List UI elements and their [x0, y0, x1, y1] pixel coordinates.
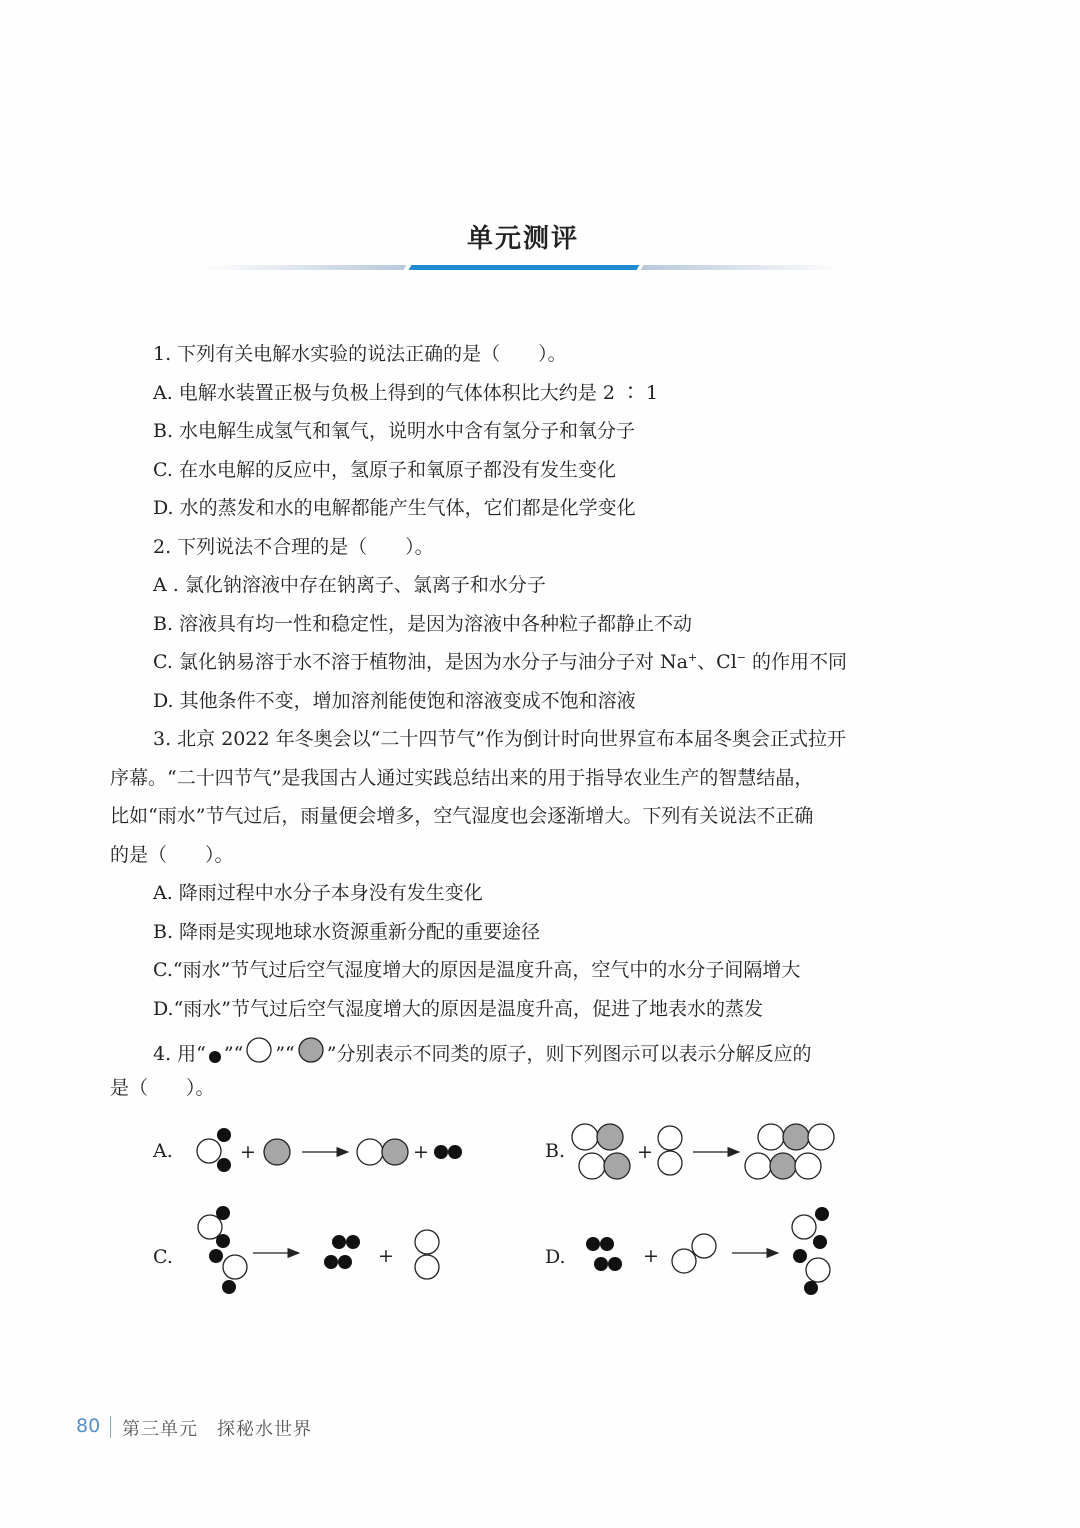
- q3-option-c: C.“雨水”节气过后空气湿度增大的原因是温度升高，空气中的水分子间隔增大: [153, 959, 801, 981]
- option-a-label: A.: [153, 1140, 173, 1162]
- footer-unit-title: 第三单元 探秘水世界: [122, 1419, 312, 1440]
- q3-option-b: B. 降雨是实现地球水资源重新分配的重要途径: [153, 921, 541, 943]
- q2-c-sup-plus: +: [687, 651, 698, 664]
- option-b-plus: +: [637, 1141, 653, 1163]
- q2-c-text-pre: C. 氯化钠易溶于水不溶于植物油，是因为水分子与油分子对 Na: [153, 651, 688, 673]
- q1-option-a: A. 电解水装置正极与负极上得到的气体体积比大约是 2 ∶ 1: [153, 382, 659, 404]
- page-number: 80: [76, 1415, 101, 1437]
- q3-option-a: A. 降雨过程中水分子本身没有发生变化: [153, 882, 483, 904]
- q2-c-text-post: 的作用不同: [746, 651, 848, 673]
- q4-text-b: ”“: [223, 1043, 244, 1065]
- q1-option-c: C. 在水电解的反应中，氢原子和氧原子都没有发生变化: [153, 459, 616, 481]
- option-d-diagram: [586, 1207, 830, 1295]
- option-a-plus-2: +: [413, 1141, 429, 1163]
- q3-stem-line1: 3. 北京 2022 年冬奥会以“二十四节气”作为倒计时向世界宣布本届冬奥会正式拉开: [153, 728, 847, 750]
- q2-c-text-mid: 、Cl: [697, 651, 737, 673]
- q2-option-d: D. 其他条件不变，增加溶剂能使饱和溶液变成不饱和溶液: [153, 690, 636, 712]
- option-c-label: C.: [153, 1246, 173, 1268]
- q2-c-sup-minus: −: [736, 651, 746, 664]
- footer-divider: [110, 1416, 111, 1438]
- option-d-plus: +: [643, 1245, 659, 1267]
- q1-option-d: D. 水的蒸发和水的电解都能产生气体，它们都是化学变化: [153, 497, 636, 519]
- q4-text-d: ”分别表示不同类的原子，则下列图示可以表示分解反应的: [326, 1043, 812, 1065]
- q2-option-b: B. 溶液具有均一性和稳定性，是因为溶液中各种粒子都静止不动: [153, 613, 693, 635]
- option-a-plus: +: [240, 1141, 256, 1163]
- q3-stem-line4: 的是（ ）。: [110, 844, 234, 866]
- q2-option-a: A . 氯化钠溶液中存在钠离子、氯离子和水分子: [153, 574, 546, 596]
- q4-text-c: ”“: [275, 1043, 295, 1065]
- page-title: 单元测评: [466, 224, 579, 254]
- q3-stem-line2: 序幕。“二十四节气”是我国古人通过实践总结出来的用于指导农业生产的智慧结晶，: [110, 767, 814, 789]
- option-b-label: B.: [545, 1140, 566, 1162]
- q3-stem-line3: 比如“雨水”节气过后，雨量便会增多，空气湿度也会逐渐增大。下列有关说法不正确: [110, 805, 814, 827]
- q1-option-b: B. 水电解生成氢气和氧气，说明水中含有氢分子和氧分子: [153, 420, 636, 442]
- q3-option-d: D.“雨水”节气过后空气湿度增大的原因是温度升高，促进了地表水的蒸发: [153, 998, 764, 1020]
- q4-text-a: 4. 用“: [153, 1043, 206, 1065]
- option-c-plus: +: [378, 1245, 394, 1267]
- option-b-diagram: [572, 1124, 834, 1179]
- q1-stem: 1. 下列有关电解水实验的说法正确的是（ ）。: [153, 343, 567, 365]
- option-d-label: D.: [545, 1246, 566, 1268]
- option-c-diagram: [198, 1206, 439, 1294]
- q4-stem-line2: 是（ ）。: [110, 1077, 215, 1099]
- q2-stem: 2. 下列说法不合理的是（ ）。: [153, 536, 434, 558]
- option-a-diagram: [197, 1128, 462, 1172]
